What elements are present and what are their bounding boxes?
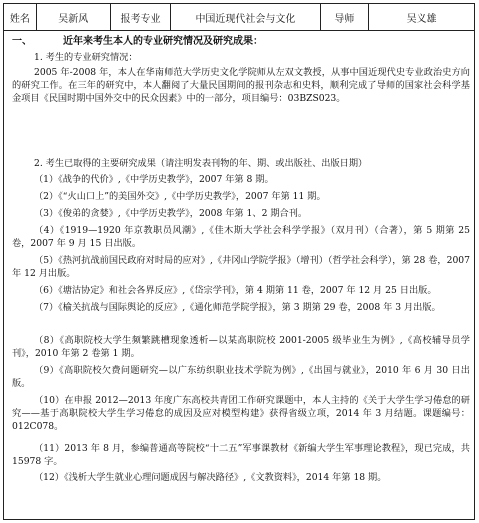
- section-title: 近年来考生本人的专业研究情况及研究成果：: [62, 36, 263, 47]
- section-heading: [12, 35, 470, 49]
- entry-2: （2）《“火山口上”的美国外交》,《中学历史教学》，2007 年第 11 期。: [34, 191, 326, 202]
- entry-9: （9）《高职院校欠费问题研究—以广东纺织职业技术学院为例》,《出国与就业》，2010 年 6 月 30 日出版。: [12, 365, 470, 389]
- entry-8: （8）《高职院校大学生频繁跳槽现象透析—以某高职院校 2001-2005 级毕业生为例》,《高校辅导员学刊》，2010 年第 2 卷第 1 期。: [12, 335, 470, 359]
- item1-body: 2005 年-2008 年，本人在华南师范大学历史文化学院师从左双文教授，从事中国近现代史专业政治史方向的研究工作。在三年的研究中，本人翻阅了大量民国期间的报刊杂志和史料，顺利完成了导师的国家社会科学基金项目《民国时期中国外交中的民众因素》中的一部分，项目编号：03BZS023。: [12, 67, 470, 104]
- advisor-value: 吴义雄: [406, 13, 437, 25]
- entry-11: （11）2013 年 8 月，参编普通高等院校“十二五”军事课教材《新编大学生军事理论教程》，现已完成，共 15978 字。: [12, 443, 470, 467]
- major-value: 中国近现代社会与文化: [171, 4, 320, 30]
- item1-title: 1. 考生的专业研究情况：: [34, 52, 138, 63]
- major-label: 报考专业: [111, 4, 171, 30]
- entry-1: （1）《战争的代价》,《中学历史教学》，2007 年第 8 期。: [34, 174, 274, 185]
- entry-5: （5）《热河抗战前国民政府对时局的应对》,《井冈山学院学报》（增刊）（哲学社会科学），第 28 卷，2007 年 12 月出版。: [12, 255, 470, 279]
- entry-4: （4）《1919—1920 年京教职员风潮》,《佳木斯大学社会科学学报》（双月刊）（合著），第 5 期第 25 卷，2007 年 9 月 15 日出版。: [12, 225, 470, 249]
- entry-10: （10）在申报 2012—2013 年度广东高校共青团工作研究课题中，本人主持的《关于大学生学习倦怠的研究——基于高职院校大学生学习倦怠的成因及应对模型构建》获得省级立项，2014 年 3 月结题。课题编号：012C078。: [12, 395, 470, 432]
- entry-12: （12）《浅析大学生就业心理问题成因与解决路径》,《文教资料》，2014 年第 18 期。: [34, 472, 387, 483]
- name-label: 姓名: [4, 4, 37, 30]
- name-value: 吴新风: [37, 4, 111, 30]
- content-box: [3, 31, 475, 520]
- header-table: [3, 3, 475, 31]
- entry-6: （6）《塘沽协定》和社会各界反应》,《岱宗学刊》，第 4 期第 11 卷，2007 年 12 月 25 日出版。: [34, 285, 437, 296]
- item2-title: 2. 考生已取得的主要研究成果（请注明发表刊物的年、期、或出版社、出版日期）: [34, 158, 368, 169]
- advisor-label: 导师: [321, 4, 369, 30]
- entry-7: （7）《榆关抗战与国际舆论的反应》,《通化师范学院学报》，第 3 期第 29 卷，2008 年 3 月出版。: [34, 302, 441, 313]
- section-number: 一、: [12, 36, 32, 47]
- entry-3: （3）《俊弟的贪婪》,《中学历史教学》，2008 年第 1、2 期合刊。: [34, 208, 308, 219]
